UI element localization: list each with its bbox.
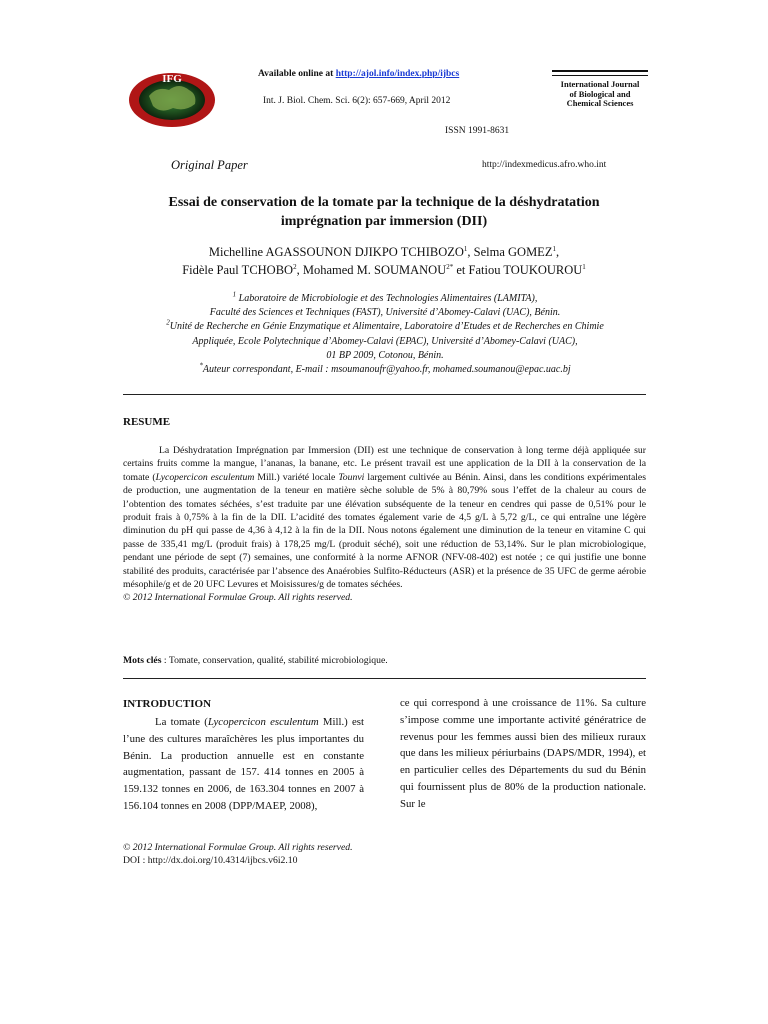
indexmedicus-url[interactable]: http://indexmedicus.afro.who.int [482, 160, 607, 170]
section-divider [123, 678, 646, 679]
paper-title: Essai de conservation de la tomate par la technique de la déshydratation imprégnation par immersion (DII) [168, 195, 600, 229]
issn: ISSN 1991-8631 [445, 126, 510, 136]
section-divider [123, 394, 646, 395]
doi-link[interactable]: DOI : http://dx.doi.org/10.4314/ijbcs.v6i2.10 [123, 855, 298, 866]
page-footer: © 2012 International Formulae Group. All rights reserved. DOI : http://dx.doi.org/10.4314/ijbcs.v6i2.10 [123, 842, 353, 866]
journal-url-link[interactable]: http://ajol.info/index.php/ijbcs [335, 69, 460, 79]
intro-left-column: La tomate (Lycopercicon esculentum Mill.) est l’une des cultures maraîchères les plus importantes du Bénin. La production annuelle est en constante augmentation, passant de 157. 414 tonnes en 2005 à 159.132 tonnes en 2006, de 163.304 tonnes en 2007 à 156.104 tonnes en 2008 (DPP/MAEP, 2008), [123, 716, 364, 812]
journal-reference: Int. J. Biol. Chem. Sci. 6(2): 657-669, April 2012 [263, 96, 451, 106]
availability-line: Available online at http://ajol.info/index.php/ijbcs [258, 69, 460, 79]
journal-title-logo: International Journal of Biological and Chemical Sciences [552, 70, 648, 116]
resume-body: La Déshydratation Imprégnation par Immersion (DII) est une technique de conservation à long terme déjà appliquée sur certains fruits comme la mangue, l’ananas, la banane, etc. Le présent travail est une application de la DII à la conservation de la tomate (Lycopercicon esculentum Mill.) variété locale Tounvi largement cultivée au Bénin. Ainsi, dans les conditions expérimentales de production, une augmentation de la teneur en matière sèche soluble de 5% à 80,79% sous l’effet de la chaleur au cours de l’obtention des tomates séchées, s’est traduite par une élévation subséquente de la teneur en cendres qui passe de 0,51% pour le produit frais à 0,75% à la fin de la DII. L’acidité des tomates également varie de 4,5 g/L à 5,72 g/L, ce qui entraîne une légère diminution du pH qui passe de 4,36 à 4,12 à la fin de la DII. Nous notons également une diminution de la teneur en vitamine C qui passe de 335,41 mg/L (produit frais) à 178,25 mg/L (produit séché), soit une réduction de 53,14%. Sur le plan microbiologique, pendant une période de sept (7) semaines, une conformité à la norme AFNOR (NFV-08-402) est notée ; ce qui justifie une bonne stabilité des produits, caractérisée par l’absence des Anaérobies Sulfito-Réducteurs (ASR) et la présence de 35 UFC de germe aérobie mésophile/g et de 20 UFC Levures et Moisissures/g de tomates séchées. © 2012 International Formulae Group. All rights reserved. [123, 445, 647, 604]
journal-logo [127, 68, 217, 128]
introduction-heading: INTRODUCTION [123, 698, 212, 710]
svg-text:IFG: IFG [162, 73, 182, 85]
keywords: Mots clés : Tomate, conservation, qualité, stabilité microbiologique. [123, 655, 388, 666]
author-list: Michelline AGASSOUNON DJIKPO TCHIBOZO$^1$, Selma GOMEZ$^1$, Fidèle Paul TCHOBO$^2$, Mohamed M. $SOUMANOU^{2*}$ et Fatiou TOUKOUROU$^1$ [182, 244, 586, 277]
resume-heading: RESUME [123, 416, 171, 428]
article-type: Original Paper [171, 158, 248, 172]
affiliations: $^1$ Laboratoire de Microbiologie et des Technologies Alimentaires (LAMITA), Faculté des Sciences et Techniques (FAST), Université d’Abomey-Calavi (UAC), Bénin. $^2$Unité de Recherche en Génie Enzymatique et Alimentaire, Laboratoire d’Etudes et de Recherches en Chimie Appliquée, Ecole Polytechnique d’Abomey-Calavi (EPAC), Université d’Abomey-Calavi (UAC), 01 BP 2009, Cotonou, Bénin. *Auteur correspondant, E-mail : msoumanoufr@yahoo.fr, mohamed.soumanou@epac.uac.bj [166, 290, 604, 376]
intro-right-column: ce qui correspond à une croissance de 11%. Sa culture s’impose comme une importante activité génératrice de revenus pour les femmes aussi bien des milieux ruraux que dans les milieux périurbains (DAPS/MDR, 1994), et en particulier celles des Départements du sud du Bénin qui fournissent plus de 80% de la production nationale. Sur le [400, 697, 646, 810]
